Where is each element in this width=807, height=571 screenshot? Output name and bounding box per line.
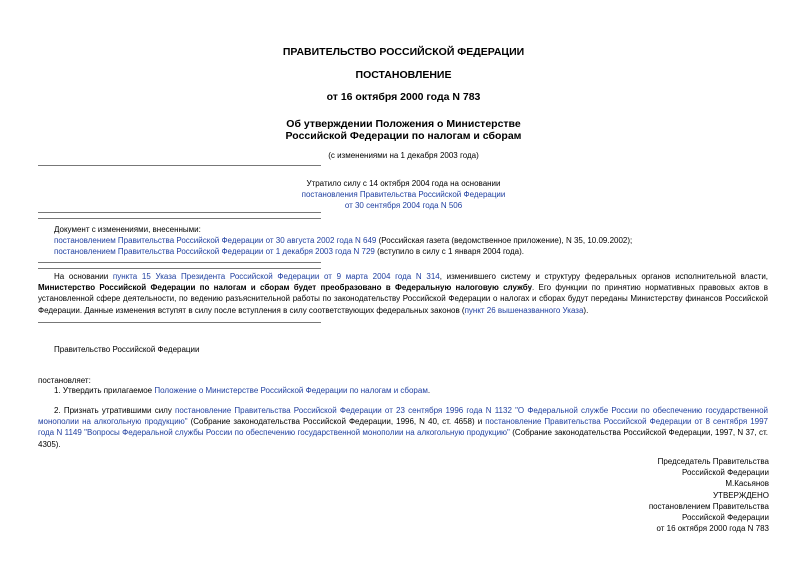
note-text-1: На основании — [54, 272, 113, 281]
note-link-item[interactable]: пункт 26 вышеназванного Указа — [464, 305, 584, 315]
changes-block — [54, 224, 774, 257]
changes-intro: Документ с изменениями, внесенными: — [54, 225, 201, 234]
change-text-1: (Российская газета (ведомственное приложение), N 35, 10.09.2002); — [376, 236, 633, 245]
p1-end: . — [427, 386, 431, 395]
approved-line-4: от 16 октября 2000 года N 783 — [656, 524, 769, 534]
change-item-2 — [54, 246, 774, 257]
signature-line-2: Российской Федерации — [682, 468, 769, 478]
approved-line-3: Российской Федерации — [682, 513, 769, 523]
signature-line-3: М.Касьянов — [725, 479, 769, 489]
restructuring-note — [38, 271, 768, 316]
government-heading: ПРАВИТЕЛЬСТВО РОССИЙСКОЙ ФЕДЕРАЦИИ — [282, 46, 525, 58]
decrees-word: постановляет: — [38, 376, 91, 385]
p2-end: (Собрание законодательства Российской Федерации, 1997, N 37, ст. 4305). — [38, 428, 769, 449]
p1-link[interactable]: Положение о Министерстве Российской Федерации по налогам и сборам — [154, 386, 428, 395]
note-link-decree[interactable]: пункта 15 Указа Президента Российской Федерации от 9 марта 2004 года N 314 — [112, 272, 440, 281]
note-text-4: ). — [583, 305, 589, 315]
paragraph-2 — [38, 405, 768, 450]
status-link-line2[interactable]: от 30 сентября 2004 года N 506 — [344, 201, 463, 210]
divider — [38, 218, 321, 219]
status-link-line1[interactable]: постановления Правительства Российской Федерации — [301, 190, 506, 199]
note-bold: Министерство Российской Федерации по налогам и сборам будет преобразовано в Федеральную налоговую службу — [38, 283, 533, 293]
note-text-2: , изменившего систему и структуру федеральных органов исполнительной власти, — [439, 272, 769, 281]
amendments-note: (с изменениями на 1 декабря 2003 года) — [328, 151, 479, 160]
approved-line-2: постановлением Правительства — [648, 501, 769, 511]
change-link-2[interactable]: постановлением Правительства Российской Федерации от 1 декабря 2003 года N 729 — [54, 247, 375, 256]
change-item-1 — [54, 235, 774, 246]
p2-link-1[interactable]: постановление Правительства Российской Федерации от 23 сентября 1996 года N 1132 "О Федеральной службе России по обеспечению государственной монополии на алкогольную продукцию" — [38, 406, 768, 427]
note-text-3: . Его функции по принятию нормативных правовых актов в установленной сфере деятельности, по ведению разъяснительной работы по законодательству Российской Федерации о налогах и сборах будут переданы Министерству финансов Российской Федерации. Данные изменения вступят в силу после вступления в силу соответствующих федеральных законов ( — [38, 283, 768, 315]
divider — [38, 212, 321, 213]
document-title-line2: Российской Федерации по налогам и сборам — [285, 130, 522, 142]
paragraph-1 — [54, 385, 774, 396]
divider — [38, 165, 321, 166]
status-block — [200, 178, 607, 211]
divider — [38, 268, 321, 269]
signature-line-1: Председатель Правительства — [657, 457, 769, 466]
change-text-2: (вступило в силу с 1 января 2004 года). — [374, 247, 524, 256]
divider — [38, 262, 321, 263]
divider — [38, 322, 321, 323]
signature-block — [529, 456, 769, 534]
p2-link-2[interactable]: постановление Правительства Российской Федерации от 8 сентября 1997 года N 1149 "Вопросы Федеральной службы России по обеспечению государственной монополии на алкогольную продукцию" — [38, 417, 768, 438]
document-title-line1: Об утверждении Положения о Министерстве — [286, 118, 521, 130]
change-link-1[interactable]: постановлением Правительства Российской Федерации от 30 августа 2002 года N 649 — [54, 236, 377, 245]
approved-line-1: УТВЕРЖДЕНО — [712, 490, 769, 500]
government-line: Правительство Российской Федерации — [54, 345, 200, 354]
p2-mid: (Собрание законодательства Российской Федерации, 1996, N 40, ст. 4658) и — [187, 417, 486, 427]
p1-text: 1. Утвердить прилагаемое — [54, 386, 155, 395]
status-line: Утратило силу с 14 октября 2004 года на основании — [306, 179, 501, 188]
document-date-number: от 16 октября 2000 года N 783 — [326, 91, 481, 103]
document-type: ПОСТАНОВЛЕНИЕ — [355, 69, 452, 81]
p2-text: 2. Признать утратившими силу — [54, 406, 176, 415]
